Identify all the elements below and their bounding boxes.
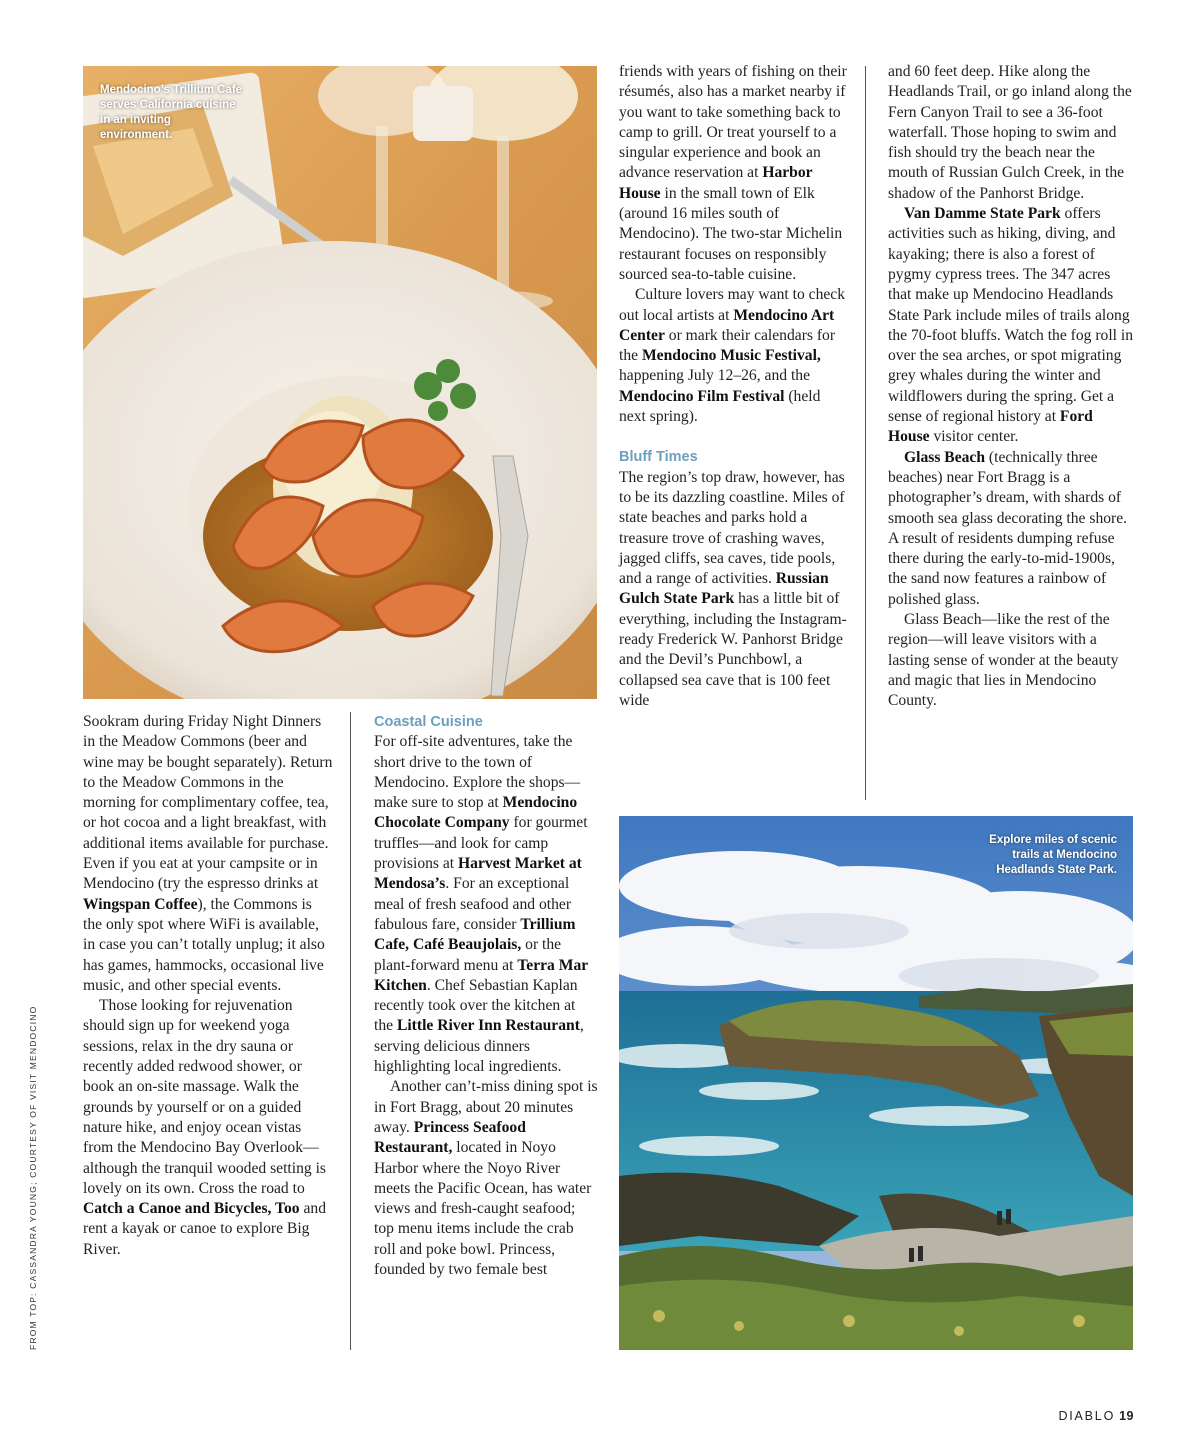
venue-van-damme: Van Damme State Park: [904, 205, 1061, 223]
venue-catch-a-canoe: Catch a Canoe and Bicycles, Too: [83, 1200, 300, 1218]
paragraph-harbor-house: friends with years of fishing on their résumés, also has a market nearby if you want to take something back to camp to grill. Or treat yourself to a singular experience and book an advance reservation at Harbor House in the small town of Elk (around 16 miles south of Mendocino). The two-star Michelin restaurant focuses on responsibly sourced sea-to-table cuisine.: [619, 63, 847, 283]
venue-trillium-beaujolais: Trillium Cafe, Café Beaujolais,: [374, 915, 576, 954]
paragraph-van-damme: Van Damme State Park offers activities such as hiking, diving, and kayaking; there is also a forest of pygmy cypress trees. The 347 acres that make up Mendocino Headlands State Park include miles of trails along the 70-foot bluffs. Watch the fog roll in over the sea arches, or spot migrating grey whales during the winter and wildflowers during the spring. Get a sense of regional history at Ford House visitor center.: [888, 205, 1134, 446]
page-number: 19: [1119, 1409, 1134, 1423]
text-column-2: [374, 712, 598, 1280]
venue-ford-house: Ford House: [888, 408, 1093, 446]
paragraph-commons: Sookram during Friday Night Dinners in the Meadow Commons (beer and wine may be bought separately). Return to the Meadow Commons in the morning for complimentary coffee, tea, or hot cocoa and a light breakfast, with additional items available for purchase. Even if you eat at your campsite or in Mendocino (try the espresso drinks at Wingspan Coffee), the Commons is the only spot where WiFi is available, in case you can’t totally unplug; it also has games, hammocks, occasional live music, and other special events.: [83, 713, 333, 994]
photo-headlands-caption: Explore miles of scenic trails at Mendocino Headlands State Park.: [989, 834, 1117, 876]
photo-headlands-coast: [619, 816, 1133, 1350]
venue-harvest-market: Harvest Market at Mendosa’s: [374, 855, 582, 893]
heading-coastal-cuisine: Coastal Cuisine: [374, 714, 483, 730]
event-music-festival: Mendocino Music Festival,: [641, 347, 821, 365]
photo-shrimp-caption: Mendocino’s Trillium Cafe serves California cuisine in an inviting environment.: [100, 84, 243, 141]
page-folio: [1058, 1409, 1134, 1423]
text-column-4: [888, 62, 1136, 712]
venue-glass-beach: Glass Beach: [904, 448, 986, 466]
venue-art-center: Mendocino Art Center: [619, 306, 835, 344]
event-film-festival: Mendocino Film Festival: [619, 387, 785, 405]
venue-mendocino-chocolate: Mendocino Chocolate Company: [374, 794, 578, 832]
paragraph-rejuvenation: Those looking for rejuvenation should sign up for weekend yoga sessions, relax in the dry sauna or recently added redwood shower, or book an on-site massage. Walk the grounds by yourself or on a guided nature hike, and enjoy ocean vistas from the Mendocino Bay Overlook—although the tranquil wooded setting is lovely on its own. Cross the road to Catch a Canoe and Bicycles, Too and rent a kayak or canoe to explore Big River.: [83, 997, 327, 1258]
paragraph-culture: Culture lovers may want to check out local artists at Mendocino Art Center or mark their calendars for the Mendocino Music Festival, happening July 12–26, and the Mendocino Film Festival (held next spring).: [619, 286, 846, 426]
paragraph-mendocino-town: For off-site adventures, take the short drive to the town of Mendocino. Explore the shops—make sure to stop at Mendocino Chocolate Company for gourmet truffles—and look for camp provisions at Harvest Market at Mendosa’s. For an exceptional meal of fresh seafood and other fabulous fare, consider Trillium Cafe, Café Beaujolais, or the plant-forward menu at Terra Mar Kitchen. Chef Sebastian Kaplan recently took over the kitchen at the Little River Inn Restaurant, serving delicious dinners highlighting local ingredients.: [374, 733, 588, 1076]
column-rule-2: [865, 66, 866, 800]
paragraph-coastline: The region’s top draw, however, has to be its dazzling coastline. Miles of state beaches and parks hold a treasure trove of crashing waves, jagged cliffs, sea caves, tide pools, and a range of activities. Russian Gulch State Park has a little bit of everything, including the Instagram-ready Frederick W. Panhorst Bridge and the Devil’s Punchbowl, a collapsed sea cave that is 100 feet wide: [619, 468, 847, 709]
venue-princess-seafood: Princess Seafood Restaurant,: [374, 1118, 526, 1157]
magazine-name: DIABLO: [1058, 1409, 1116, 1423]
column-rule-1: [350, 712, 351, 1350]
venue-russian-gulch: Russian Gulch State Park: [619, 570, 829, 608]
photo-credit: FROM TOP: CASSANDRA YOUNG; COURTESY OF VISIT MENDOCINO: [28, 1005, 38, 1350]
photo-shrimp-dish: [83, 66, 597, 699]
paragraph-headlands-trail: and 60 feet deep. Hike along the Headlands Trail, or go inland along the Fern Canyon Trail to see a 36-foot waterfall. Those hoping to swim and fish should try the beach near the mouth of Russian Gulch Creek, in the shadow of the Panhorst Bridge.: [888, 63, 1132, 202]
venue-harbor-house: Harbor House: [619, 164, 813, 202]
paragraph-glass-beach: Glass Beach (technically three beaches) near Fort Bragg is a photographer’s dream, with shards of smooth sea glass decorating the shore. A result of residents dumping refuse there during the early-to-mid-1900s, the sand now features a rainbow of polished glass.: [888, 448, 1128, 608]
heading-bluff-times: Bluff Times: [619, 449, 698, 466]
paragraph-closing: Glass Beach—like the rest of the region—will leave visitors with a lasting sense of wonder at the beauty and magic that lies in Mendocino County.: [888, 611, 1119, 710]
text-column-1: [83, 712, 333, 1260]
venue-terra-mar: Terra Mar Kitchen: [374, 956, 588, 994]
venue-little-river-inn: Little River Inn Restaurant: [396, 1017, 580, 1035]
venue-wingspan-coffee: Wingspan Coffee: [83, 895, 198, 913]
text-column-3: [619, 62, 847, 711]
paragraph-fort-bragg-dining: Another can’t-miss dining spot is in Fort Bragg, about 20 minutes away. Princess Seafood Restaurant, located in Noyo Harbor where the Noyo River meets the Pacific Ocean, has water views and fresh-caught seafood; top menu items include the crab roll and poke bowl. Princess, founded by two female best: [374, 1078, 598, 1279]
